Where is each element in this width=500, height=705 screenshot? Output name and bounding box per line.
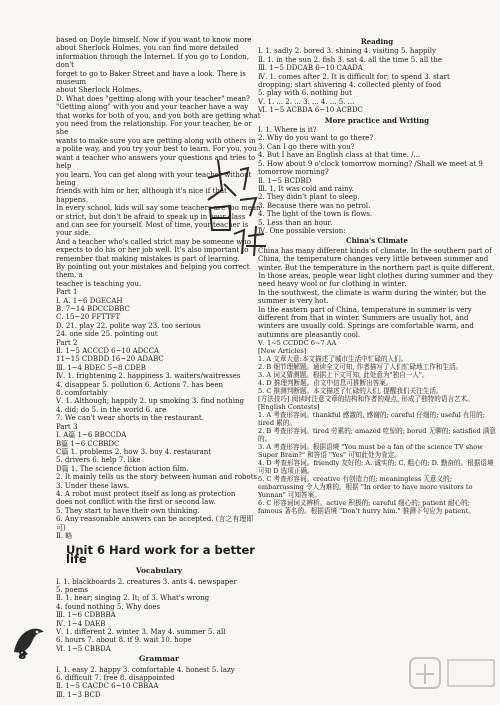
analysis-notes	[258, 339, 496, 515]
handwritten-annotation-icon	[200, 150, 270, 260]
answer-line: 24. one side 25. pointing out	[56, 330, 158, 339]
vocabulary-line: Ⅵ. 1~5 CBBDA	[56, 644, 111, 653]
answer-line: 5. They start to have their own thinking.	[56, 506, 200, 515]
answer-line: By pointing out your mistakes and helping you correct them, a	[56, 262, 252, 280]
answer-line: Ⅰ. A. 1~6 DGECAH	[56, 296, 123, 305]
practice-line: 3. Can I go there with you?	[258, 142, 355, 151]
practice-line: 3. Because there was no petrol.	[258, 201, 371, 210]
vocabulary-line: 6. hours 7. about 8. if 9. wait 10. hope	[56, 636, 192, 645]
practice-line: 4. But I have an English class at that time. /...	[258, 151, 421, 160]
vocabulary-line: Ⅰ. 1. blackboards 2. creatures 3. ants 4. newspaper	[56, 577, 237, 586]
answer-line: 4. disappear 5. pollution 6. Actions 7. has been	[56, 380, 223, 389]
grammar-heading: Grammar	[139, 654, 179, 664]
answer-line: about Sherlock Holmes, you can find more detailed	[56, 44, 239, 53]
vocabulary-line: Ⅱ. 1. hear; singing 2. It; of 3. What's wrong	[56, 594, 210, 603]
grammar-line: 6. difficult 7. free 8. disappointed	[56, 674, 175, 683]
answer-line: 7. We can't wear shorts in the restaurant.	[56, 414, 204, 423]
unit-title: Unit 6 Hard work for a better life	[66, 543, 255, 566]
vocabulary-line: 4. found nothing 5. Why does	[56, 602, 161, 611]
essay-text	[258, 247, 496, 339]
vocabulary-heading: Vocabulary	[135, 566, 183, 576]
grammar-line: Ⅱ. 1~5 CACDC 6~10 CBBAA	[56, 682, 159, 691]
reading-line: Ⅲ. 1~5 DDCAB 6~10 CAADA	[258, 64, 363, 73]
left-column	[56, 36, 262, 699]
essay-title: China's Climate	[346, 236, 408, 246]
answer-line: Ⅲ. 1~4 BDEC 5~8 CDEB	[56, 363, 146, 372]
answer-line: D. 21. play 22. polite way 23. too serious	[56, 321, 201, 330]
reading-line: Ⅱ. 1. in the sun 2. fish 3. sat 4. all the time 5. all the	[258, 55, 442, 64]
answer-line: Ⅴ. 1. Although; happily 2. up smoking 3. find nothing	[56, 397, 244, 406]
vocabulary-line: Ⅲ. 1~6 CDBBBA	[56, 611, 116, 620]
practice-line: tomorrow morning?	[258, 168, 329, 177]
answer-line: teacher is teaching you.	[56, 279, 142, 288]
practice-line: 4. The light of the town is flows.	[258, 210, 373, 219]
answer-line: or strict, but don't be afraid to speak up in your class	[56, 212, 246, 221]
answer-line: 6. Any reasonable answers can be accepted. (言之有理即可)	[56, 515, 254, 532]
answer-line: In every school, kids will say some teachers are too mean	[56, 204, 261, 213]
analysis-line: 2. B 考查形容词。tired 劳累的; amazed 吃惊的; bored 无聊的; satisfied 满意的。	[258, 427, 496, 444]
answer-line: wants to make sure you are getting along with others in	[56, 136, 256, 145]
reading-line: Ⅴ. 1. ... 2. ... 3. ... 4. ... 5. ...	[258, 97, 355, 106]
answer-line: Ⅱ. 略	[56, 531, 73, 540]
analysis-line: 5. C 考查形容词。creative 有创造力的; meaningless 无意义的; embarrassing 令人为难的。根据 "In order to have more visitors to Yunnan" 可知答案。	[258, 475, 475, 500]
answer-line: 5. drivers 6. help 7. like	[56, 456, 141, 465]
essay-paragraph: In the eastern part of China, temperature in summer is very different from that in winter. Summers are usually hot, and winters are usually cold. Springs are comfortable warm, and autumns are pleasantly cool.	[258, 305, 477, 339]
answer-line: want a teacher who answers your questions and tries to help	[56, 153, 258, 171]
analysis-line: 5. C 推测判断题。本文描述了忙碌的人们, 提醒我们关注生活。	[258, 387, 443, 396]
practice-heading: More practice and Writing	[324, 115, 430, 125]
answer-line: Ⅰ. A篇 1~6 BBCCDA	[56, 431, 127, 440]
practice-line: 5. How about 9 o'clock tomorrow morning? /Shall we meet at 9	[258, 159, 483, 168]
reading-heading: Reading	[360, 37, 394, 46]
answer-line: information through the Internet. If you go to London, don't	[56, 52, 252, 70]
answer-line: C. 15~20 FFTTFT	[56, 313, 121, 322]
answer-line: C篇 1. problems 2. how 3. buy 4. restaurant	[56, 447, 212, 456]
analysis-line: [English Contests]	[258, 403, 320, 412]
answer-line: 4. A robot must protect itself as long as protection	[56, 489, 236, 498]
practice-line: Ⅰ. 1. Where is it?	[258, 126, 317, 135]
analysis-line: 3. A 词义猜测题。根据上下文可知, 此处意为"独自一人"。	[258, 371, 429, 380]
analysis-line: 1. A 考查形容词。thankful 感激的, 感谢的; careful 仔细的; useful 有用的; tired 累的。	[258, 411, 488, 428]
practice-line: Ⅳ. One possible version:	[258, 226, 346, 235]
answer-line: 4. did; do 5. in the world 6. are	[56, 405, 167, 414]
practice-line: 2. Why do you want to go there?	[258, 134, 374, 143]
answer-line: a polite way, and you try your best to learn. For you, you	[56, 145, 257, 154]
answer-line: expects to do his or her job well. It's also important to	[56, 246, 249, 255]
answer-line: and can see for yourself. Most of time, your teacher is	[56, 220, 249, 229]
essay-paragraph: China has many different kinds of climate. In the southern part of China, the temperature changes very little between summer and winter. But the temperature in the northern part is quite different. In those areas, people wear light clothes during summer and they need heavy wool or fur clothing in winter.	[258, 246, 497, 289]
left-answer-lines	[56, 36, 262, 540]
right-column	[258, 36, 496, 515]
analysis-line: 6. C 形容词词义辨析。active 积极的; careful 细心的; patient 耐心的; famous 著名的。根据语境 "Don't hurry him." 推测下句应为 patient。	[258, 499, 475, 516]
answer-line: D. What does "getting along with your teacher" mean?	[56, 94, 250, 103]
answer-line: you need from the relationship. For your teacher, he or she	[56, 120, 254, 137]
analysis-line: 1. A 文章大意:本文描述了城市生活中忙碌的人们。	[258, 355, 408, 364]
answer-line: based on Doyle himself. Now if you want to know more	[56, 36, 252, 44]
answer-line: 8. comfortably	[56, 389, 108, 398]
reading-answers	[258, 47, 496, 114]
practice-answers	[258, 126, 496, 235]
answer-line: happens.	[56, 195, 89, 204]
reading-line: Ⅵ. 1~5 ACBDA 6~10 ACBDC	[258, 106, 363, 115]
answer-line: 3. Under these laws.	[56, 481, 130, 490]
answer-line: remember that making mistakes is part of learning.	[56, 254, 240, 263]
answer-line: forget to go to Baker Street and have a look. There is museum	[56, 69, 249, 87]
answer-line: you learn. You can get along with your teacher without being	[56, 170, 254, 187]
reading-line: Ⅳ. 1. comes after 2. It is difficult for; to spend 3. start	[258, 72, 450, 81]
answer-line: about Sherlock Holmes.	[56, 86, 142, 95]
vocabulary-answers	[56, 578, 262, 654]
answer-line: Part 3	[56, 422, 78, 431]
essay-paragraph: In the southwest, the climate is warm during the winter, but the summer is very hot.	[258, 288, 489, 306]
analysis-line: [New Articles]	[258, 347, 307, 356]
answer-line: B篇 1~6 CCBBDC	[56, 439, 120, 448]
practice-line: Ⅲ. 1. It was cold and rainy.	[258, 184, 354, 193]
answer-line: your side.	[56, 229, 91, 238]
answer-line: Part 1	[56, 288, 78, 297]
answer-line: friends with him or her, although it's nice if that	[56, 187, 227, 196]
analysis-line: Ⅴ. 1~5 CCDDC 6~7 AA	[258, 339, 337, 348]
practice-line: 2. They didn't plant to sleep.	[258, 193, 360, 202]
answer-line: Part 2	[56, 338, 78, 347]
reading-line: dropping; start shivering 4. collected plenty of food	[258, 81, 442, 90]
grammar-line: Ⅲ. 1~3 BCD	[56, 690, 101, 699]
answer-line: does not conflict with the first or second law.	[56, 498, 216, 507]
vocabulary-line: Ⅴ. 1. different 2. winter 3. May 4. summer 5. all	[56, 628, 226, 637]
grammar-answers	[56, 666, 262, 700]
analysis-line: 4. D 推理判断题。由文中信息可推断出答案。	[258, 379, 393, 388]
answer-line: And a teacher who's called strict may be someone who	[56, 237, 251, 246]
answer-line: Ⅳ. 1. frightening 2. happiness 3. waiters/waitresses	[56, 372, 241, 381]
answer-line: "Getting along" with you and your teacher have a way	[56, 103, 249, 112]
page-number: 8	[18, 648, 27, 662]
vocabulary-line: Ⅳ. 1~4 DAEB	[56, 619, 106, 628]
reading-line: Ⅰ. 1. sadly 2. bored 3. shining 4. visiting 5. happily	[258, 47, 436, 56]
grammar-line: Ⅰ. 1. easy 2. happy 3. comfortable 4. honest 5. lazy	[56, 665, 235, 674]
practice-line: 5. Less than an hour.	[258, 218, 333, 227]
analysis-line: [方法技巧] 阅读时注意文章的结构和作者的观点, 形成了独特的语言艺术。	[258, 395, 474, 404]
answer-line: D篇 1. The science fiction action film.	[56, 464, 189, 473]
practice-line: Ⅱ. 1~5 BCDBD	[258, 176, 312, 185]
answer-line: B. 7~14 BDCCDBBC	[56, 305, 130, 313]
analysis-line: 3. A 考查形容词。根据语境 "You must be a fan of the science TV show Super Brain?" 和答语 "Yes" 可知此处为肯定。	[258, 443, 486, 460]
analysis-line: 4. D 考查形容词。friendly 友好的; A. 诚实的; C. 粗心的; D. 勤奋的。根据语境可知 D 选项正确。	[258, 459, 494, 476]
answer-line: 2. It mainly tells us the story between human and robots.	[56, 473, 260, 482]
watermark-logo-icon	[408, 656, 498, 704]
dolphin-logo-icon	[10, 620, 48, 660]
answer-line: that works for both of you, and you both are getting what	[56, 111, 261, 120]
analysis-line: 2. B 细节理解题。通读全文可知, 作者描写了人们忙碌地工作和生活。	[258, 363, 463, 372]
answer-line: Ⅱ. 1~5 ACCCD 6~10 ADCCA	[56, 347, 160, 356]
answer-line: 11~15 CDBDD 16~20 ADABC	[56, 355, 164, 364]
vocabulary-line: 5. poems	[56, 586, 88, 594]
reading-line: 5. play with 6. nothing but	[258, 89, 352, 98]
